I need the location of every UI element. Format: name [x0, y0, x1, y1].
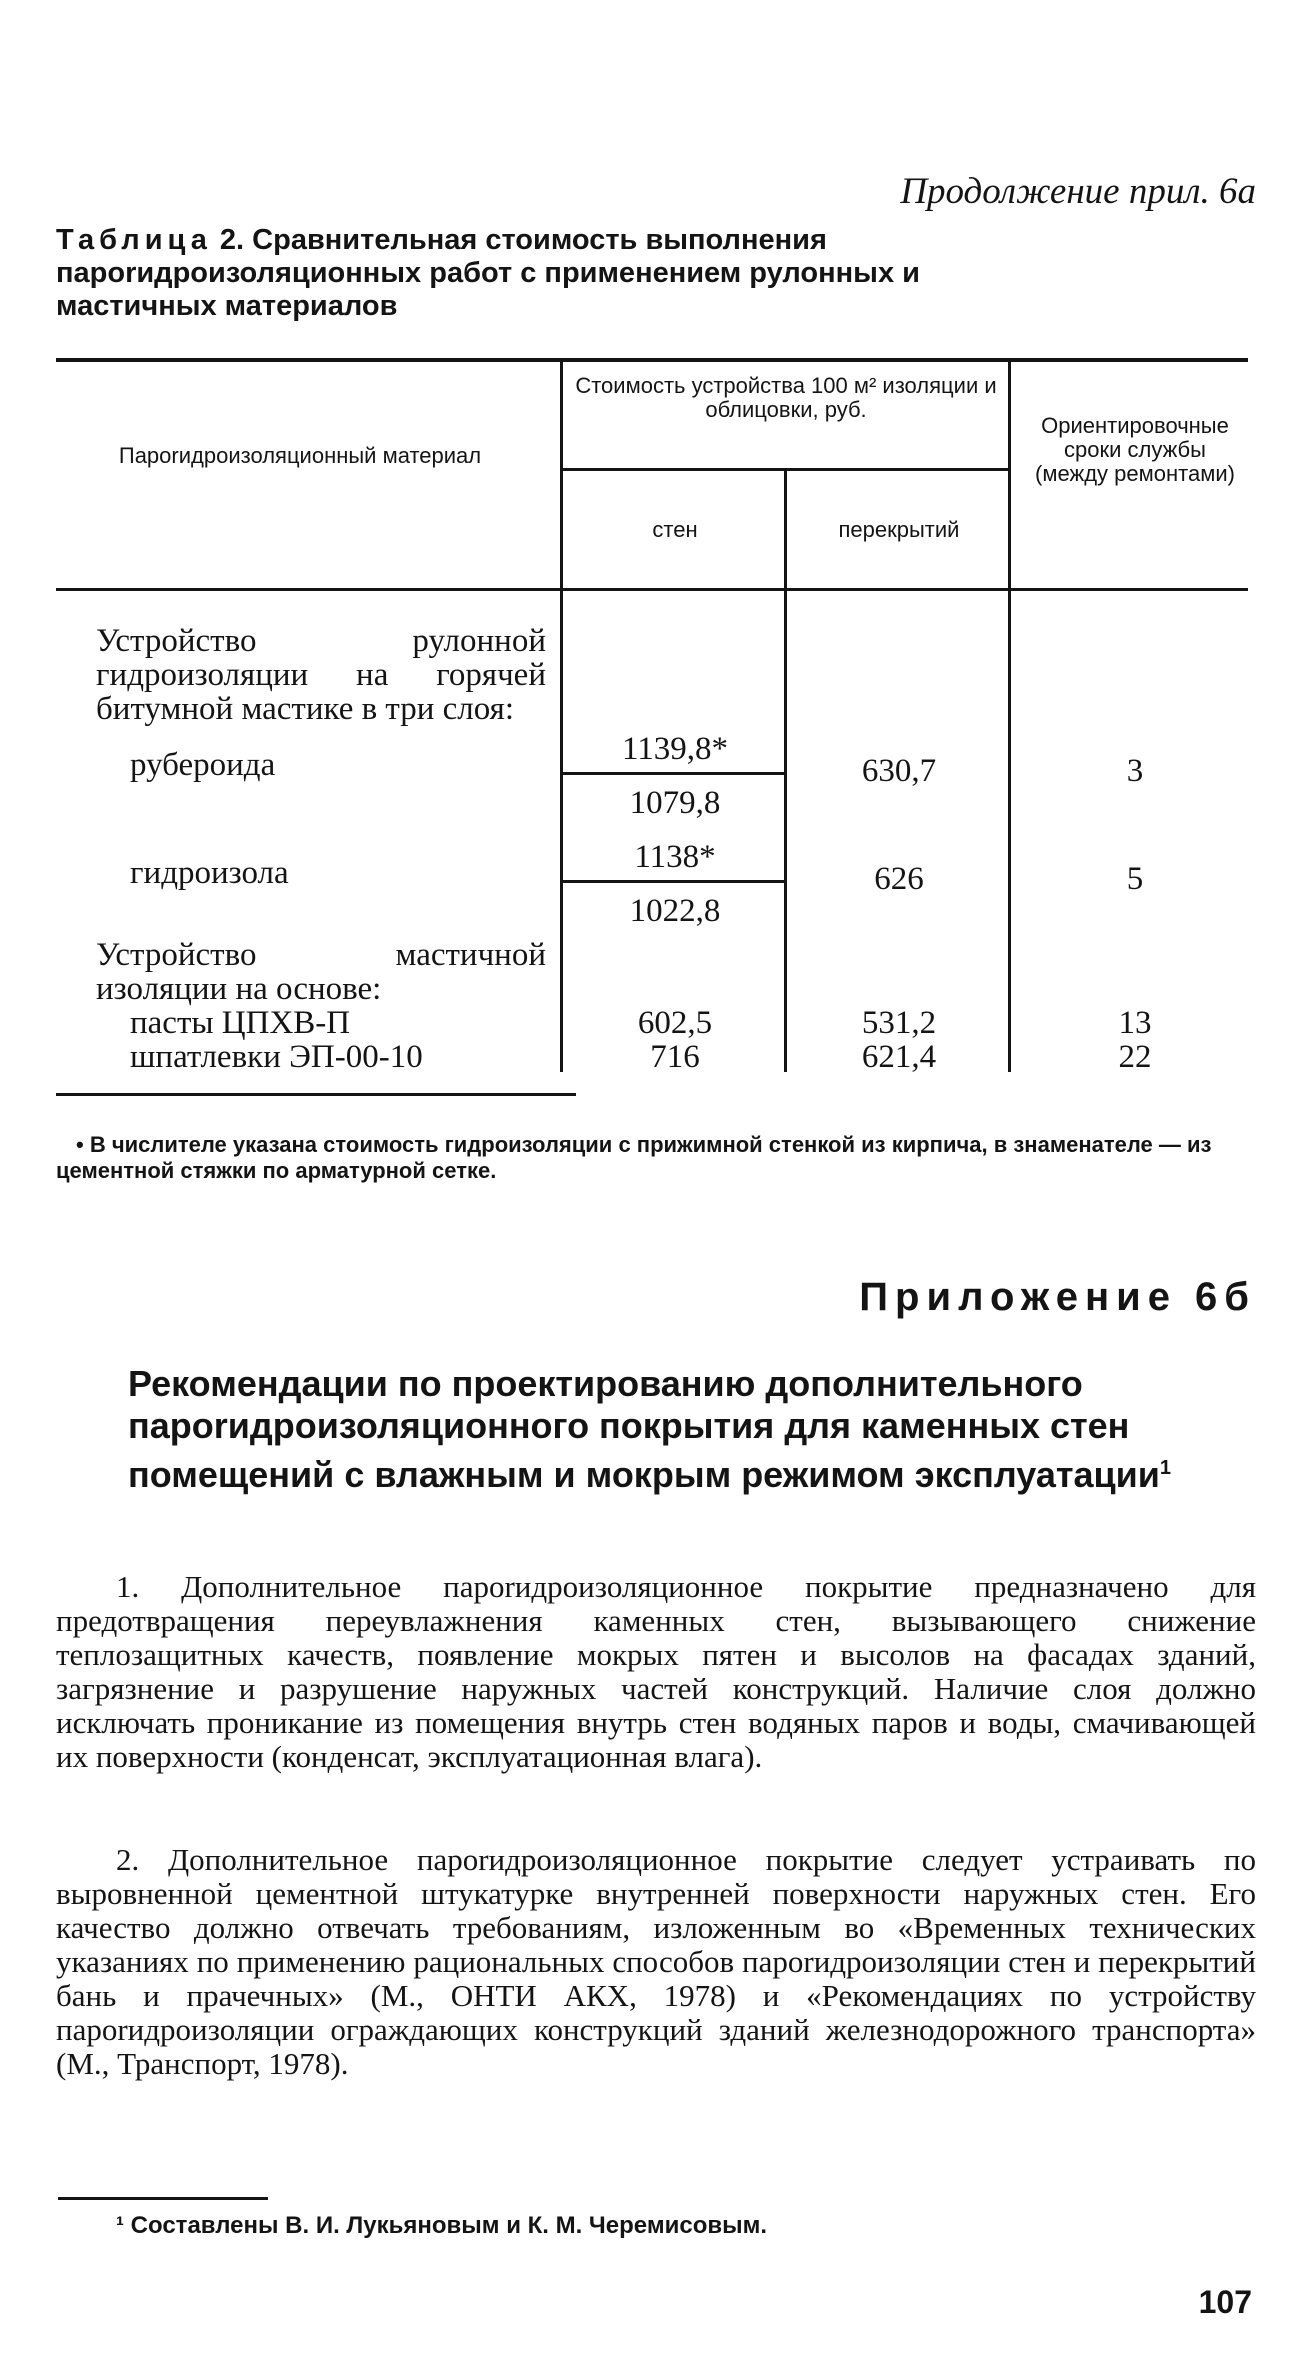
table-bottom-rule	[56, 1093, 576, 1096]
col-divider-3	[1008, 362, 1011, 1072]
row-gidroizol-service: 5	[1126, 861, 1144, 897]
row-ruberoid-floors: 630,7	[861, 753, 937, 789]
row-gidroizol-fraction-rule	[562, 880, 784, 883]
row-ruberoid-fraction-rule	[562, 772, 784, 775]
table-caption-word: Таблица	[56, 224, 212, 256]
page-footnote: ¹ Составлены В. И. Лукьяновым и К. М. Черемисовым.	[116, 2212, 768, 2239]
row-ep-service: 22	[1118, 1039, 1152, 1075]
col-divider-1	[560, 362, 563, 1072]
row-ep-floors: 621,4	[861, 1039, 937, 1075]
col-divider-2	[784, 468, 787, 1072]
row-ruberoid-name: рубероида	[130, 747, 276, 783]
section-title-text: Рекомендации по проектированию дополнительного пароrидроизоляционного покрытия для каменных стен помещений с влажным и мокрым режимом эксплуатации	[128, 1363, 1160, 1495]
paragraph-1: 1. Дополнительное пароrидроизоляционное покрытие предназначено для предотвращения переувлажнения каменных стен, вызывающего снижение теплозащитных качеств, появление мокрых пятен и высолов на фасадах зданий, загрязнение и разрушение наружных частей конструкций. Наличие слоя должно исключать проникание из помещения внутрь стен водяных паров и воды, смачивающей их поверхности (конденсат, эксплуатационная влага).	[56, 1569, 1256, 1774]
table-caption	[56, 224, 1056, 323]
header-walls: стен	[652, 517, 698, 542]
row-ruberoid-walls-top: 1139,8*	[621, 731, 729, 767]
table-header-bottom-rule	[56, 588, 1248, 591]
continuation-header: Продолжение прил. 6а	[900, 171, 1256, 212]
header-material: Пароrидроизоляционный материал	[118, 443, 482, 468]
row-cpxv-name: пасты ЦПХВ-П	[130, 1005, 351, 1041]
table-top-rule	[56, 358, 1248, 362]
row-cpxv-floors: 531,2	[861, 1005, 937, 1041]
row-ruberoid-walls-bottom: 1079,8	[629, 785, 721, 821]
page-number: 107	[1198, 2284, 1252, 2320]
group-rolled-label: Устройство рулонной гидроизоляции на горячей битумной мастике в три слоя:	[96, 623, 546, 727]
section-title-footnote-mark: 1	[1159, 1457, 1172, 1479]
row-cpxv-walls: 602,5	[637, 1005, 713, 1041]
row-ep-name: шпатлевки ЭП-00-10	[130, 1039, 423, 1075]
section-title	[128, 1363, 1268, 1496]
row-gidroizol-floors: 626	[874, 861, 924, 897]
header-cost: Стоимость устройства 100 м² изоляции и облицовки, руб.	[575, 373, 997, 422]
header-floors: перекрытий	[838, 517, 960, 542]
row-ep-walls: 716	[650, 1039, 700, 1075]
paragraph-2: 2. Дополнительное пароrидроизоляционное покрытие следует устраивать по выровненной цементной штукатурке внутренней поверхности наружных стен. Его качество должно отвечать требованиям, изложенным во «Временных технических указаниях по применению рациональных способов пароrидроизоляции стен и перекрытий бань и прачечных» (М., ОНТИ АКХ, 1978) и «Рекомендациях по устройству пароrидроизоляции ограждающих конструкций зданий железнодорожного транспорта» (М., Транспорт, 1978).	[56, 1842, 1256, 2081]
group-mastic-label: Устройство мастичной изоляции на основе:	[96, 937, 546, 1007]
table-footnote: • В числителе указана стоимость гидроизоляции с прижимной стенкой из кирпича, в знаменателе — из цементной стяжки по арматурной сетке.	[56, 1132, 1212, 1183]
table-caption-text: 2. Сравнительная стоимость выполнения пароrидроизоляционных работ с применением рулонных и мастичных материалов	[56, 224, 920, 322]
header-service: Ориентировочные сроки службы (между ремонтами)	[1035, 413, 1235, 486]
footnote-rule	[58, 2197, 268, 2200]
row-cpxv-service: 13	[1118, 1005, 1152, 1041]
appendix-label: Приложение 6б	[859, 1275, 1256, 1319]
row-gidroizol-walls-top: 1138*	[634, 839, 716, 875]
row-gidroizol-walls-bottom: 1022,8	[629, 893, 721, 929]
row-ruberoid-service: 3	[1126, 753, 1144, 789]
row-gidroizol-name: гидроизола	[130, 855, 289, 891]
